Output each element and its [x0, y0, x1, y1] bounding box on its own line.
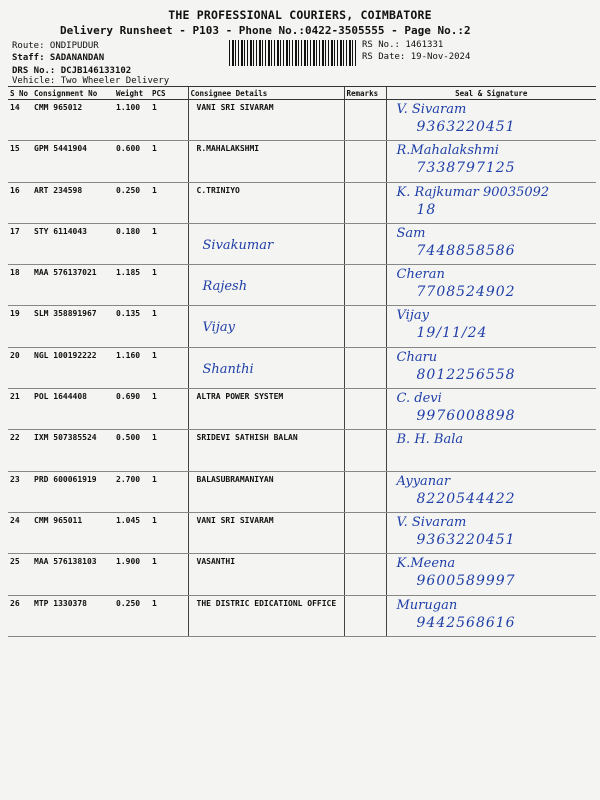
table-row	[8, 347, 596, 388]
row-remarks	[344, 347, 386, 388]
signature-name: Charu	[396, 349, 438, 365]
consignee-handwritten: Sivakumar	[202, 237, 274, 253]
row-weight: 2.700	[114, 471, 150, 512]
signature-name: Murugan	[396, 597, 458, 613]
rs-number: RS No.: 1461331	[362, 40, 444, 50]
row-weight: 0.135	[114, 306, 150, 347]
row-sno: 16	[8, 182, 32, 223]
table-header-row	[8, 87, 596, 100]
row-consignee	[188, 554, 344, 595]
signature-phone: 18	[416, 201, 437, 218]
row-consignment-no: CMM 965011	[32, 512, 114, 553]
table-row	[8, 554, 596, 595]
consignee-typed: R.MAHALAKSHMI	[196, 144, 260, 154]
signature-phone: 8012256558	[416, 366, 516, 383]
table-row	[8, 265, 596, 306]
row-pcs: 1	[150, 471, 188, 512]
row-remarks	[344, 265, 386, 306]
row-sno: 15	[8, 141, 32, 182]
row-remarks	[344, 389, 386, 430]
row-consignee	[188, 223, 344, 264]
col-signature: Seal & Signature	[386, 87, 596, 100]
col-weight: Weight	[114, 87, 150, 100]
signature-name: K. Rajkumar 90035092	[396, 184, 550, 200]
row-sno: 20	[8, 347, 32, 388]
row-pcs: 1	[150, 430, 188, 471]
signature-name: V. Sivaram	[396, 514, 467, 530]
row-sno: 22	[8, 430, 32, 471]
row-signature	[386, 100, 596, 141]
row-consignment-no: SLM 358891967	[32, 306, 114, 347]
row-consignment-no: POL 1644408	[32, 389, 114, 430]
row-weight: 1.900	[114, 554, 150, 595]
signature-phone: 9976008898	[416, 408, 516, 425]
row-sno: 25	[8, 554, 32, 595]
delivery-table	[8, 86, 596, 637]
signature-phone: 19/11/24	[416, 325, 488, 342]
row-signature	[386, 141, 596, 182]
signature-phone: 9442568616	[416, 614, 516, 631]
col-consignee: Consignee Details	[188, 87, 344, 100]
row-sno: 18	[8, 265, 32, 306]
row-weight: 0.180	[114, 223, 150, 264]
row-weight: 0.690	[114, 389, 150, 430]
table-row	[8, 223, 596, 264]
table-row	[8, 512, 596, 553]
row-signature	[386, 223, 596, 264]
staff: Staff: SADANANDAN	[12, 53, 105, 63]
row-sno: 26	[8, 595, 32, 636]
row-remarks	[344, 471, 386, 512]
row-consignee	[188, 100, 344, 141]
row-remarks	[344, 512, 386, 553]
company-name: THE PROFESSIONAL COURIERS, COIMBATORE	[168, 8, 432, 22]
row-sno: 23	[8, 471, 32, 512]
row-weight: 0.500	[114, 430, 150, 471]
row-consignment-no: CMM 965012	[32, 100, 114, 141]
signature-phone: 9363220451	[416, 119, 516, 135]
row-pcs: 1	[150, 512, 188, 553]
row-weight: 1.045	[114, 512, 150, 553]
row-consignee	[188, 471, 344, 512]
consignee-typed	[191, 351, 197, 360]
row-signature	[386, 471, 596, 512]
table-row	[8, 100, 596, 141]
row-pcs: 1	[150, 347, 188, 388]
row-remarks	[344, 141, 386, 182]
signature-name: K.Meena	[396, 556, 456, 572]
row-consignee	[188, 265, 344, 306]
row-pcs: 1	[150, 265, 188, 306]
consignee-typed: SRIDEVI SATHISH BALAN	[196, 433, 298, 443]
consignee-typed: C.TRINIYO	[196, 185, 240, 195]
row-signature	[386, 389, 596, 430]
row-consignee	[188, 512, 344, 553]
row-sno: 21	[8, 389, 32, 430]
row-consignment-no: GPM 5441904	[32, 141, 114, 182]
row-signature	[386, 265, 596, 306]
row-remarks	[344, 223, 386, 264]
consignee-typed	[191, 309, 197, 318]
row-remarks	[344, 306, 386, 347]
row-weight: 1.185	[114, 265, 150, 306]
row-signature	[386, 554, 596, 595]
signature-name: Vijay	[396, 308, 429, 324]
row-weight: 0.250	[114, 182, 150, 223]
consignee-handwritten: Rajesh	[202, 279, 248, 295]
row-pcs: 1	[150, 182, 188, 223]
row-pcs: 1	[150, 595, 188, 636]
signature-name: V. Sivaram	[396, 102, 467, 117]
row-consignment-no: STY 6114043	[32, 223, 114, 264]
row-consignee	[188, 182, 344, 223]
row-weight: 1.160	[114, 347, 150, 388]
row-consignment-no: IXM 507385524	[32, 430, 114, 471]
col-pcs: PCS	[150, 87, 188, 100]
signature-name: Sam	[396, 225, 426, 241]
row-signature	[386, 512, 596, 553]
row-weight: 0.250	[114, 595, 150, 636]
signature-phone: 9363220451	[416, 531, 516, 548]
signature-name: C. devi	[396, 391, 442, 407]
consignee-handwritten: Vijay	[202, 320, 235, 336]
consignee-typed: ALTRA POWER SYSTEM	[196, 392, 284, 402]
consignee-typed: VASANTHI	[196, 557, 236, 567]
rs-date: RS Date: 19-Nov-2024	[362, 52, 471, 62]
runsheet-title: Delivery Runsheet - P103 - Phone No.:0422-3505555 - Page No.:2	[60, 24, 471, 37]
row-signature	[386, 430, 596, 471]
table-row	[8, 306, 596, 347]
row-remarks	[344, 554, 386, 595]
consignee-typed: THE DISTRIC EDICATIONL OFFICE	[196, 598, 337, 608]
col-remarks: Remarks	[344, 87, 386, 100]
row-consignment-no: MTP 1330378	[32, 595, 114, 636]
row-consignment-no: PRD 600061919	[32, 471, 114, 512]
table-row	[8, 141, 596, 182]
row-pcs: 1	[150, 100, 188, 141]
row-remarks	[344, 100, 386, 141]
row-consignment-no: MAA 576138103	[32, 554, 114, 595]
row-sno: 19	[8, 306, 32, 347]
row-signature	[386, 182, 596, 223]
row-pcs: 1	[150, 389, 188, 430]
table-row	[8, 389, 596, 430]
row-consignment-no: ART 234598	[32, 182, 114, 223]
row-pcs: 1	[150, 554, 188, 595]
signature-phone: 7338797125	[416, 160, 516, 177]
signature-name: Ayyanar	[396, 473, 451, 489]
signature-phone: 7708524902	[416, 284, 516, 301]
row-remarks	[344, 430, 386, 471]
row-pcs: 1	[150, 223, 188, 264]
row-consignee	[188, 306, 344, 347]
row-pcs: 1	[150, 306, 188, 347]
row-sno: 24	[8, 512, 32, 553]
row-remarks	[344, 595, 386, 636]
signature-name: R.Mahalakshmi	[396, 143, 499, 159]
signature-name: Cheran	[396, 267, 445, 283]
row-consignee	[188, 595, 344, 636]
row-consignment-no: MAA 576137021	[32, 265, 114, 306]
row-consignee	[188, 141, 344, 182]
table-row	[8, 471, 596, 512]
table-row	[8, 430, 596, 471]
route: Route: ONDIPUDUR	[12, 41, 99, 51]
consignee-typed	[191, 268, 197, 277]
row-signature	[386, 306, 596, 347]
consignee-typed: VANI SRI SIVARAM	[196, 103, 274, 112]
consignee-typed	[191, 227, 197, 236]
col-consignment: Consignment No	[32, 87, 114, 100]
table-row	[8, 182, 596, 223]
consignee-typed: BALASUBRAMANIYAN	[196, 474, 274, 484]
row-remarks	[344, 182, 386, 223]
signature-phone: 9600589997	[416, 573, 516, 590]
row-weight: 0.600	[114, 141, 150, 182]
row-pcs: 1	[150, 141, 188, 182]
row-consignment-no: NGL 100192222	[32, 347, 114, 388]
drs-number: DRS No.: DCJB146133102	[12, 66, 132, 76]
signature-name: B. H. Bala	[396, 432, 464, 448]
consignee-handwritten: Shanthi	[202, 361, 254, 377]
barcode	[229, 40, 357, 66]
consignee-typed: VANI SRI SIVARAM	[196, 515, 274, 525]
vehicle: Vehicle: Two Wheeler Delivery	[12, 76, 170, 86]
row-signature	[386, 595, 596, 636]
row-signature	[386, 347, 596, 388]
col-sno: S No	[8, 87, 32, 100]
table-row	[8, 595, 596, 636]
signature-phone: 8220544422	[416, 490, 516, 507]
row-consignee	[188, 430, 344, 471]
row-weight: 1.100	[114, 100, 150, 141]
row-sno: 14	[8, 100, 32, 141]
row-sno: 17	[8, 223, 32, 264]
row-consignee	[188, 389, 344, 430]
signature-phone: 7448858586	[416, 242, 516, 259]
row-consignee	[188, 347, 344, 388]
